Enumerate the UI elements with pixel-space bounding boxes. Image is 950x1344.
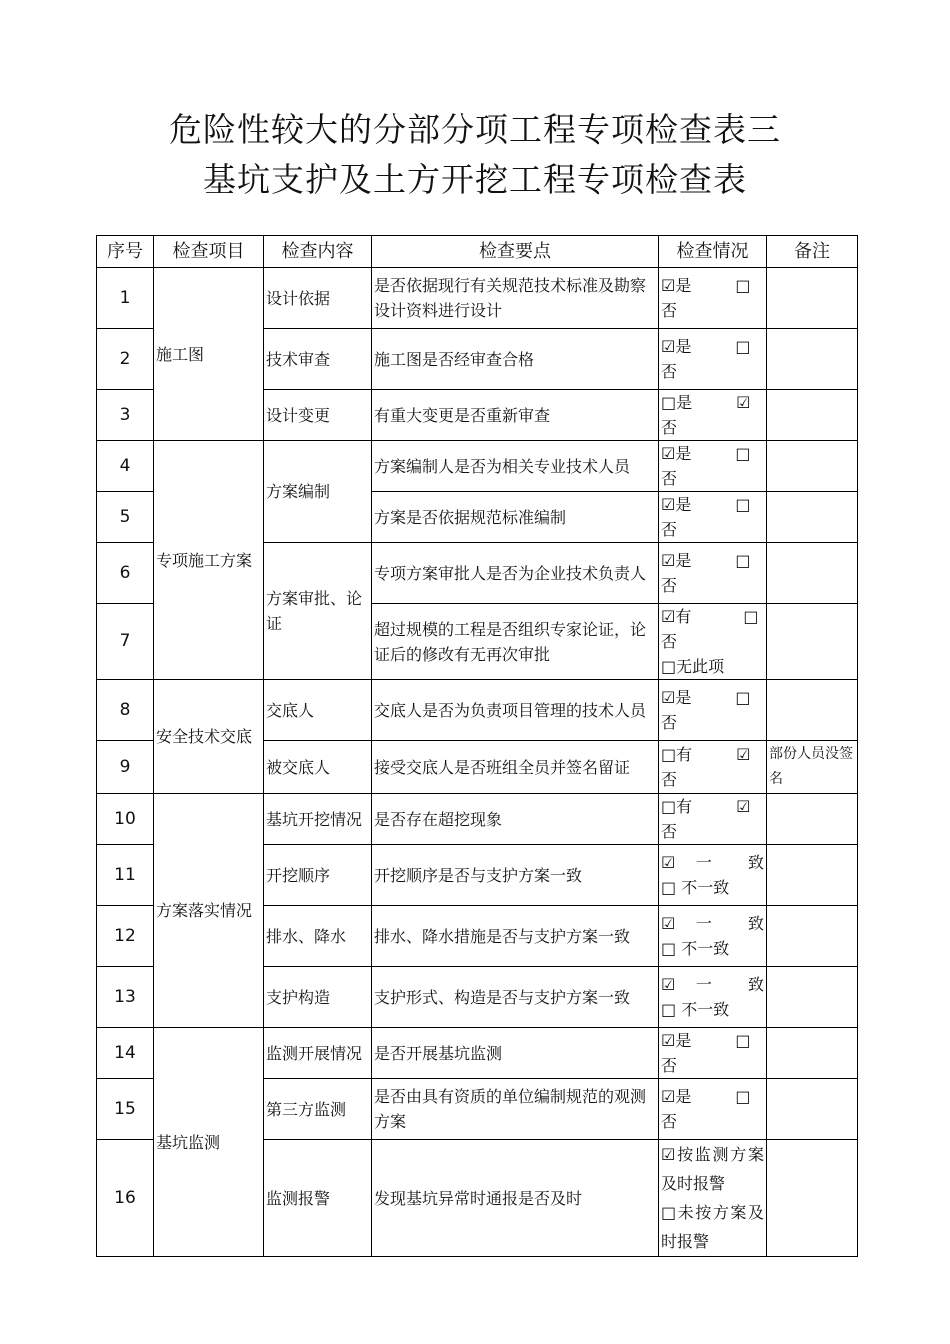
status-option[interactable]: ☑是 [661, 337, 692, 356]
row-number: 13 [97, 967, 154, 1028]
status-option[interactable]: □否 [661, 607, 759, 651]
point-cell: 是否开展基坑监测 [372, 1028, 659, 1079]
status-option[interactable]: ☑是 [661, 495, 692, 514]
row-number: 9 [97, 741, 154, 794]
point-cell: 支护形式、构造是否与支护方案一致 [372, 967, 659, 1028]
status-cell [659, 1028, 767, 1079]
status-option[interactable]: □否 [661, 688, 751, 732]
status-cell [659, 967, 767, 1028]
note-cell [767, 492, 858, 543]
status-cell [659, 441, 767, 492]
row-number: 15 [97, 1079, 154, 1140]
point-cell: 排水、降水措施是否与支护方案一致 [372, 906, 659, 967]
status-cell [659, 604, 767, 680]
status-option[interactable]: ☑ 一 致 [661, 914, 764, 933]
status-option[interactable]: □否 [661, 276, 751, 320]
status-option[interactable]: □ 不一致 [661, 939, 730, 958]
header-status: 检查情况 [659, 236, 767, 268]
row-number: 16 [97, 1140, 154, 1257]
note-cell [767, 543, 858, 604]
status-option[interactable]: ☑是 [661, 276, 692, 295]
note-cell: 部份人员没签名 [767, 741, 858, 794]
note-cell [767, 441, 858, 492]
row-number: 8 [97, 680, 154, 741]
content-cell: 第三方监测 [264, 1079, 372, 1140]
group-label: 方案落实情况 [154, 794, 264, 1028]
status-option[interactable]: ☑按监测方案及时报警 [661, 1145, 764, 1193]
status-cell [659, 906, 767, 967]
point-cell: 方案编制人是否为相关专业技术人员 [372, 441, 659, 492]
status-option[interactable]: □无此项 [661, 657, 725, 676]
table-row [97, 441, 858, 492]
row-number: 12 [97, 906, 154, 967]
note-cell [767, 390, 858, 441]
content-cell: 方案编制 [264, 441, 372, 543]
status-cell [659, 329, 767, 390]
status-cell [659, 1140, 767, 1257]
group-label: 施工图 [154, 268, 264, 441]
table-row [97, 268, 858, 329]
table-row [97, 680, 858, 741]
point-cell: 交底人是否为负责项目管理的技术人员 [372, 680, 659, 741]
header-point: 检查要点 [372, 236, 659, 268]
row-number: 10 [97, 794, 154, 845]
status-cell [659, 492, 767, 543]
status-option[interactable]: □否 [661, 1031, 751, 1075]
row-number: 7 [97, 604, 154, 680]
content-cell: 基坑开挖情况 [264, 794, 372, 845]
header-note: 备注 [767, 236, 858, 268]
status-option[interactable]: □是 [661, 393, 693, 412]
content-cell: 监测报警 [264, 1140, 372, 1257]
point-cell: 发现基坑异常时通报是否及时 [372, 1140, 659, 1257]
point-cell: 超过规模的工程是否组织专家论证，论证后的修改有无再次审批 [372, 604, 659, 680]
point-cell: 是否存在超挖现象 [372, 794, 659, 845]
status-option[interactable]: □ 不一致 [661, 1000, 730, 1019]
note-cell [767, 604, 858, 680]
status-option[interactable]: □未按方案及时报警 [661, 1203, 764, 1251]
content-cell: 开挖顺序 [264, 845, 372, 906]
inspection-table [96, 235, 858, 1257]
row-number: 1 [97, 268, 154, 329]
row-number: 2 [97, 329, 154, 390]
note-cell [767, 1028, 858, 1079]
note-cell [767, 1140, 858, 1257]
content-cell: 被交底人 [264, 741, 372, 794]
content-cell: 监测开展情况 [264, 1028, 372, 1079]
point-cell: 方案是否依据规范标准编制 [372, 492, 659, 543]
status-cell [659, 845, 767, 906]
note-cell [767, 680, 858, 741]
point-cell: 是否依据现行有关规范技术标准及勘察设计资料进行设计 [372, 268, 659, 329]
status-option[interactable]: ☑ 一 致 [661, 853, 764, 872]
status-cell [659, 268, 767, 329]
content-cell: 方案审批、论证 [264, 543, 372, 680]
content-cell: 排水、降水 [264, 906, 372, 967]
status-cell [659, 1079, 767, 1140]
note-cell [767, 268, 858, 329]
group-label: 基坑监测 [154, 1028, 264, 1257]
table-header-row [97, 236, 858, 268]
status-option[interactable]: □否 [661, 495, 751, 539]
content-cell: 支护构造 [264, 967, 372, 1028]
status-option[interactable]: ☑否 [661, 393, 751, 437]
status-option[interactable]: □有 [661, 745, 693, 764]
status-cell [659, 680, 767, 741]
status-option[interactable]: ☑是 [661, 1087, 692, 1106]
row-number: 6 [97, 543, 154, 604]
point-cell: 接受交底人是否班组全员并签名留证 [372, 741, 659, 794]
status-option[interactable]: □否 [661, 551, 751, 595]
note-cell [767, 906, 858, 967]
status-option[interactable]: ☑是 [661, 444, 692, 463]
status-cell [659, 543, 767, 604]
header-no: 序号 [97, 236, 154, 268]
status-option[interactable]: ☑是 [661, 688, 692, 707]
header-content: 检查内容 [264, 236, 372, 268]
content-cell: 交底人 [264, 680, 372, 741]
status-cell [659, 741, 767, 794]
group-label: 专项施工方案 [154, 441, 264, 680]
row-number: 4 [97, 441, 154, 492]
point-cell: 是否由具有资质的单位编制规范的观测方案 [372, 1079, 659, 1140]
status-option[interactable]: ☑否 [661, 745, 751, 789]
status-cell [659, 390, 767, 441]
point-cell: 专项方案审批人是否为企业技术负责人 [372, 543, 659, 604]
status-option[interactable]: ☑是 [661, 1031, 692, 1050]
content-cell: 设计变更 [264, 390, 372, 441]
status-option[interactable]: □否 [661, 337, 751, 381]
status-option[interactable]: ☑有 [661, 607, 692, 626]
status-option[interactable]: □否 [661, 1087, 751, 1131]
group-label: 安全技术交底 [154, 680, 264, 794]
status-option[interactable]: ☑否 [661, 797, 751, 841]
status-option[interactable]: □ 不一致 [661, 878, 730, 897]
status-cell [659, 794, 767, 845]
note-cell [767, 845, 858, 906]
content-cell: 设计依据 [264, 268, 372, 329]
status-option[interactable]: □否 [661, 444, 751, 488]
document-title: 危险性较大的分部分项工程专项检查表三 [169, 110, 781, 149]
point-cell: 开挖顺序是否与支护方案一致 [372, 845, 659, 906]
note-cell [767, 329, 858, 390]
status-option[interactable]: □有 [661, 797, 693, 816]
row-number: 3 [97, 390, 154, 441]
row-number: 14 [97, 1028, 154, 1079]
row-number: 11 [97, 845, 154, 906]
row-number: 5 [97, 492, 154, 543]
point-cell: 施工图是否经审查合格 [372, 329, 659, 390]
header-item: 检查项目 [154, 236, 264, 268]
note-cell [767, 967, 858, 1028]
content-cell: 技术审查 [264, 329, 372, 390]
document-subtitle: 基坑支护及土方开挖工程专项检查表 [203, 160, 747, 199]
status-option[interactable]: ☑是 [661, 551, 692, 570]
table-row [97, 794, 858, 845]
status-option[interactable]: ☑ 一 致 [661, 975, 764, 994]
table-row [97, 1028, 858, 1079]
point-cell: 有重大变更是否重新审查 [372, 390, 659, 441]
note-cell [767, 794, 858, 845]
note-cell [767, 1079, 858, 1140]
